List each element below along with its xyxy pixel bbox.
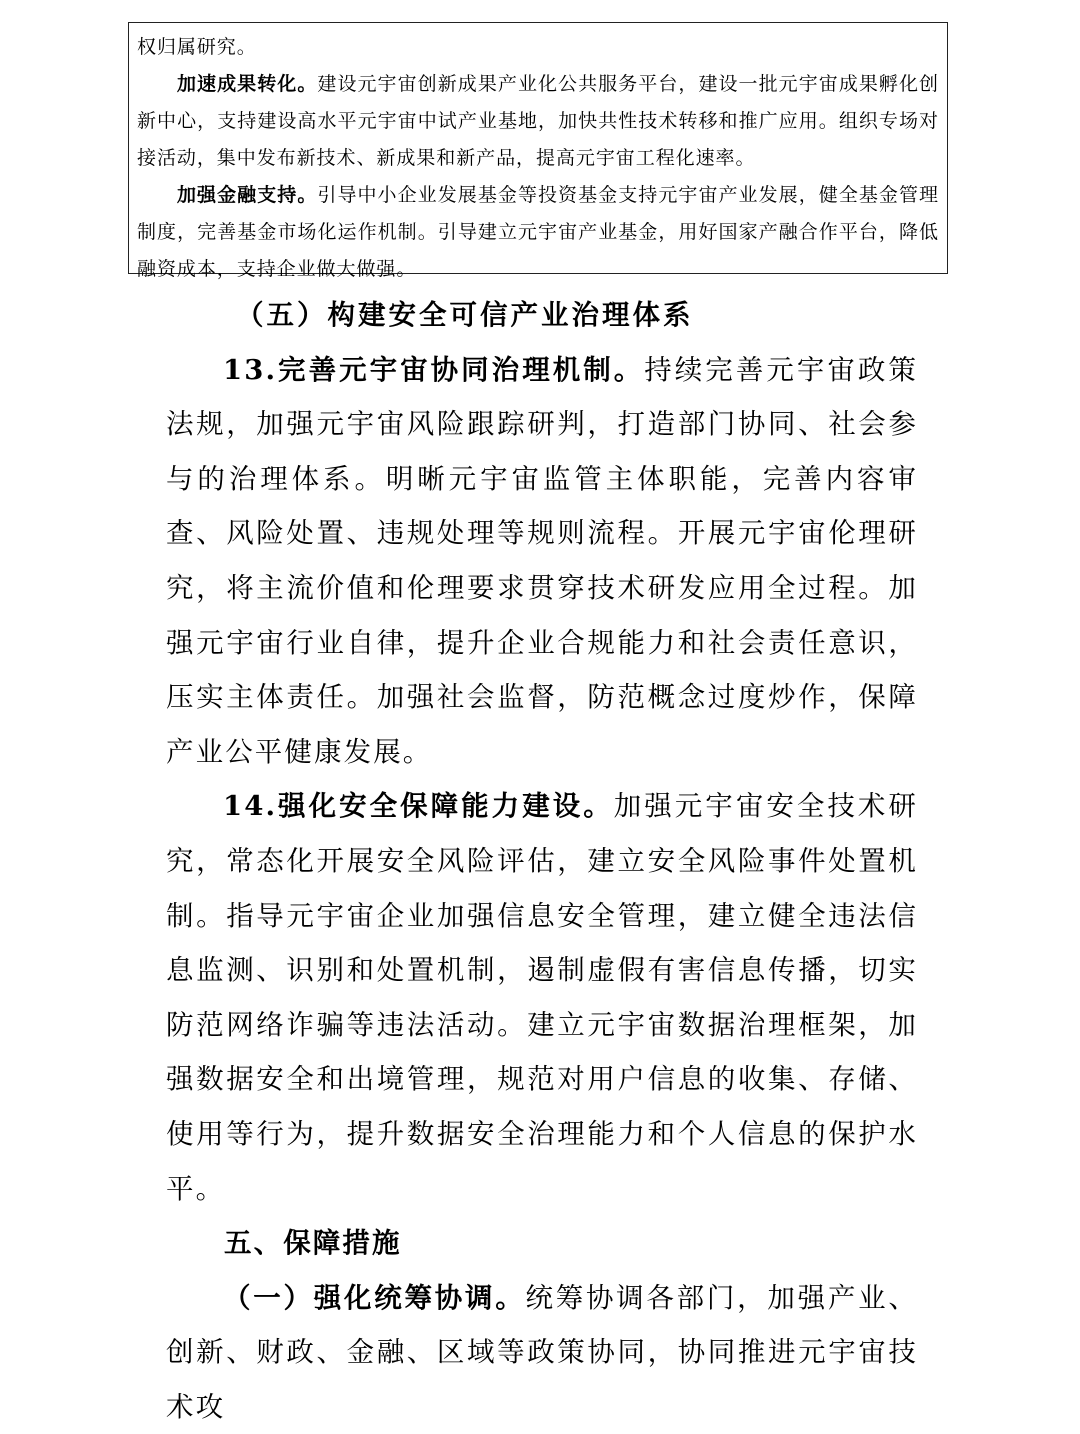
section-heading-five: （五）构建安全可信产业治理体系 bbox=[236, 299, 694, 331]
section-title-safeguards: 五、保障措施 bbox=[224, 1227, 402, 1260]
box-paragraph-title: 加强金融支持。 bbox=[177, 184, 318, 206]
main-body-text bbox=[166, 288, 918, 1434]
item-14-text: 加强元宇宙安全技术研究，常态化开展安全风险评估，建立安全风险事件处置机制。指导元宇宙企业加强信息安全管理，建立健全违法信息监测、识别和处置机制，遏制虚假有害信息传播，切实防范网络诈骗等违法活动。建立元宇宙数据治理框架，加强数据安全和出境管理，规范对用户信息的收集、存储、使用等行为，提升数据安全治理能力和个人信息的保护水平。 bbox=[166, 790, 918, 1205]
boxed-text-panel bbox=[128, 22, 948, 280]
box-paragraph-text: 建设元宇宙创新成果产业化公共服务平台，建设一批元宇宙成果孵化创新中心，支持建设高水平元宇宙中试产业基地，加快共性技术转移和推广应用。组织专场对接活动，集中发布新技术、新成果和新产品，提高元宇宙工程化速率。 bbox=[137, 73, 939, 169]
sub-1-title: （一）强化统筹协调。 bbox=[223, 1281, 526, 1314]
sub-1-text: 统筹协调各部门，加强产业、创新、财政、金融、区域等政策协同，协同推进元宇宙技术攻 bbox=[166, 1281, 918, 1423]
item-14-paragraph bbox=[166, 779, 918, 1216]
item-13-paragraph bbox=[166, 343, 918, 780]
box-paragraph-financial-support bbox=[137, 177, 939, 288]
sub-1-paragraph bbox=[166, 1271, 918, 1434]
item-14-title: 14.强化安全保障能力建设。 bbox=[223, 790, 614, 823]
item-13-text: 持续完善元宇宙政策法规，加强元宇宙风险跟踪研判，打造部门协同、社会参与的治理体系。明晰元宇宙监管主体职能，完善内容审查、风险处置、违规处理等规则流程。开展元宇宙伦理研究，将主流价值和伦理要求贯穿技术研发应用全过程。加强元宇宙行业自律，提升企业合规能力和社会责任意识，压实主体责任。加强社会监督，防范概念过度炒作，保障产业公平健康发展。 bbox=[166, 353, 918, 768]
box-paragraph-text: 引导中小企业发展基金等投资基金支持元宇宙产业发展，健全基金管理制度，完善基金市场化运作机制。引导建立元宇宙产业基金，用好国家产融合作平台，降低融资成本，支持企业做大做强。 bbox=[137, 184, 939, 280]
item-13-title: 13.完善元宇宙协同治理机制。 bbox=[223, 353, 645, 386]
box-paragraph-achievement-transfer bbox=[137, 66, 939, 177]
box-line-continuation: 权归属研究。 bbox=[137, 36, 257, 58]
box-paragraph-title: 加速成果转化。 bbox=[177, 73, 318, 95]
